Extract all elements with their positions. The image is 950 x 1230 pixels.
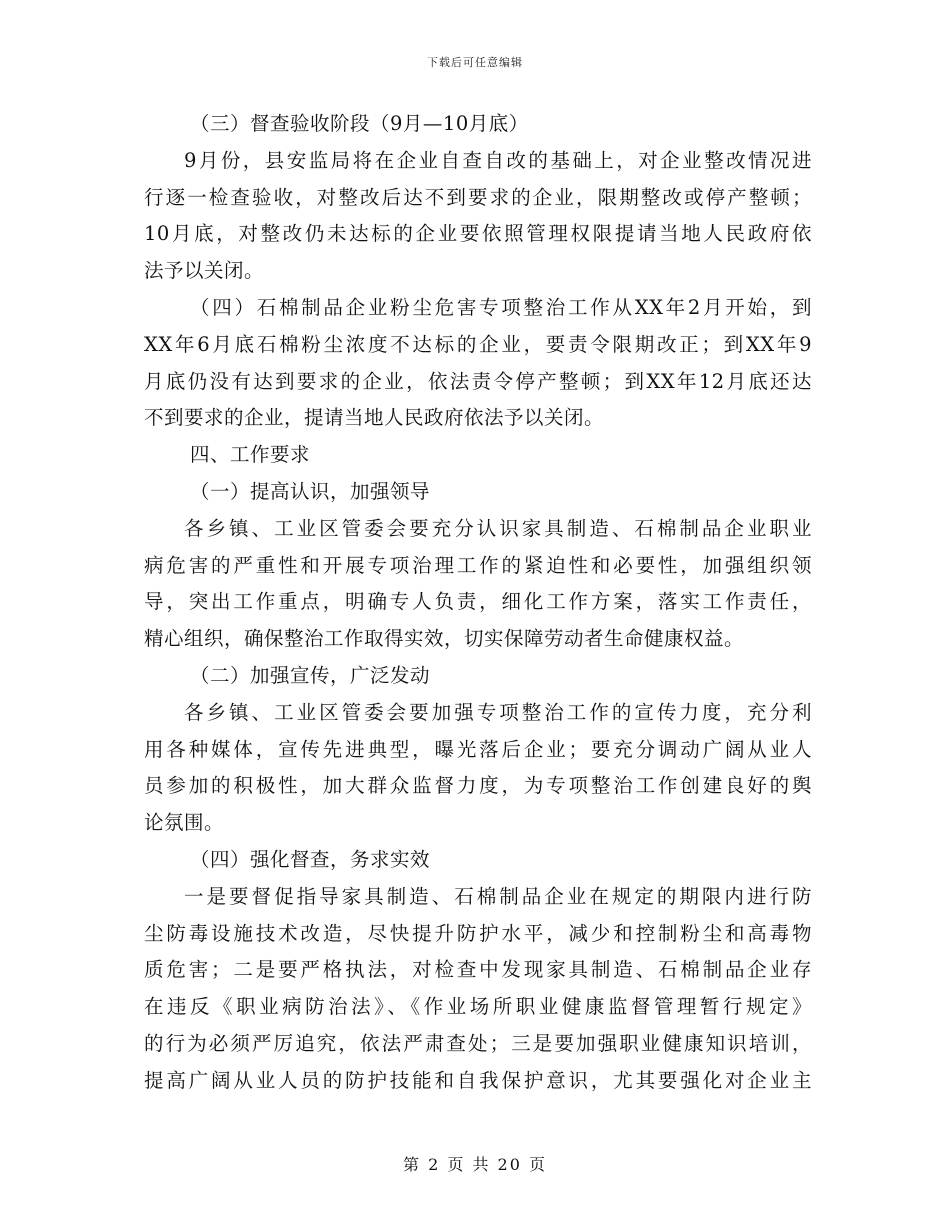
section-heading: 四、工作要求: [190, 443, 311, 467]
paragraph-line: 员参加的积极性，加大群众监督力度，为专项整治工作创建良好的舆: [144, 774, 812, 798]
paragraph-line: 各乡镇、工业区管委会要加强专项整治工作的宣传力度，充分利: [184, 700, 812, 724]
document-body: [144, 106, 812, 1100]
paragraph-line: 法予以关闭。: [144, 259, 265, 283]
page-footer: 第 2 页 共 20 页: [403, 1155, 547, 1174]
paragraph-line: 病危害的严重性和开展专项治理工作的紧迫性和必要性，加强组织领: [144, 553, 812, 577]
paragraph-line: 一是要督促指导家具制造、石棉制品企业在规定的期限内进行防: [184, 884, 812, 908]
paragraph-line: （四）石棉制品企业粉尘危害专项整治工作从XX年2月开始，到: [190, 295, 812, 319]
paragraph-line: 质危害；二是要严格执法，对检查中发现家具制造、石棉制品企业存: [144, 958, 812, 982]
subsection-heading: （二）加强宣传，广泛发动: [190, 663, 431, 687]
paragraph-line: 用各种媒体，宣传先进典型，曝光落后企业；要充分调动广阔从业人: [144, 737, 812, 761]
subsection-heading: （一）提高认识，加强领导: [190, 479, 431, 503]
subsection-heading: （四）强化督查，务求实效: [190, 847, 431, 871]
paragraph-line: 不到要求的企业，提请当地人民政府依法予以关闭。: [144, 406, 605, 430]
paragraph-line: XX年6月底石棉粉尘浓度不达标的企业，要责令限期改正；到XX年9: [144, 332, 812, 356]
paragraph-line: 的行为必须严厉追究，依法严肃查处；三是要加强职业健康知识培训，: [144, 1031, 812, 1055]
page-header: 下载后可任意编辑: [427, 56, 523, 69]
paragraph-line: 论氛围。: [144, 811, 225, 835]
paragraph-line: 10月底，对整改仍未达标的企业要依照管理权限提请当地人民政府依: [144, 222, 812, 246]
paragraph-line: 各乡镇、工业区管委会要充分认识家具制造、石棉制品企业职业: [184, 516, 812, 540]
paragraph-line: 尘防毒设施技术改造，尽快提升防护水平，减少和控制粉尘和高毒物: [144, 921, 812, 945]
paragraph-line: 在违反《职业病防治法》、《作业场所职业健康监督管理暂行规定》: [144, 995, 812, 1019]
paragraph-line: 提高广阔从业人员的防护技能和自我保护意识，尤其要强化对企业主: [144, 1068, 812, 1092]
section-heading: （三）督查验收阶段（9月—10月底）: [190, 112, 529, 135]
paragraph-line: 精心组织，确保整治工作取得实效，切实保障劳动者生命健康权益。: [144, 627, 745, 651]
paragraph-line: 行逐一检查验收，对整改后达不到要求的企业，限期整改或停产整顿；: [144, 185, 812, 209]
paragraph-line: 9月份，县安监局将在企业自查自改的基础上，对企业整改情况进: [184, 148, 812, 172]
paragraph-line: 导，突出工作重点，明确专人负责，细化工作方案，落实工作责任，: [144, 590, 812, 614]
paragraph-line: 月底仍没有达到要求的企业，依法责令停产整顿；到XX年12月底还达: [144, 369, 812, 393]
